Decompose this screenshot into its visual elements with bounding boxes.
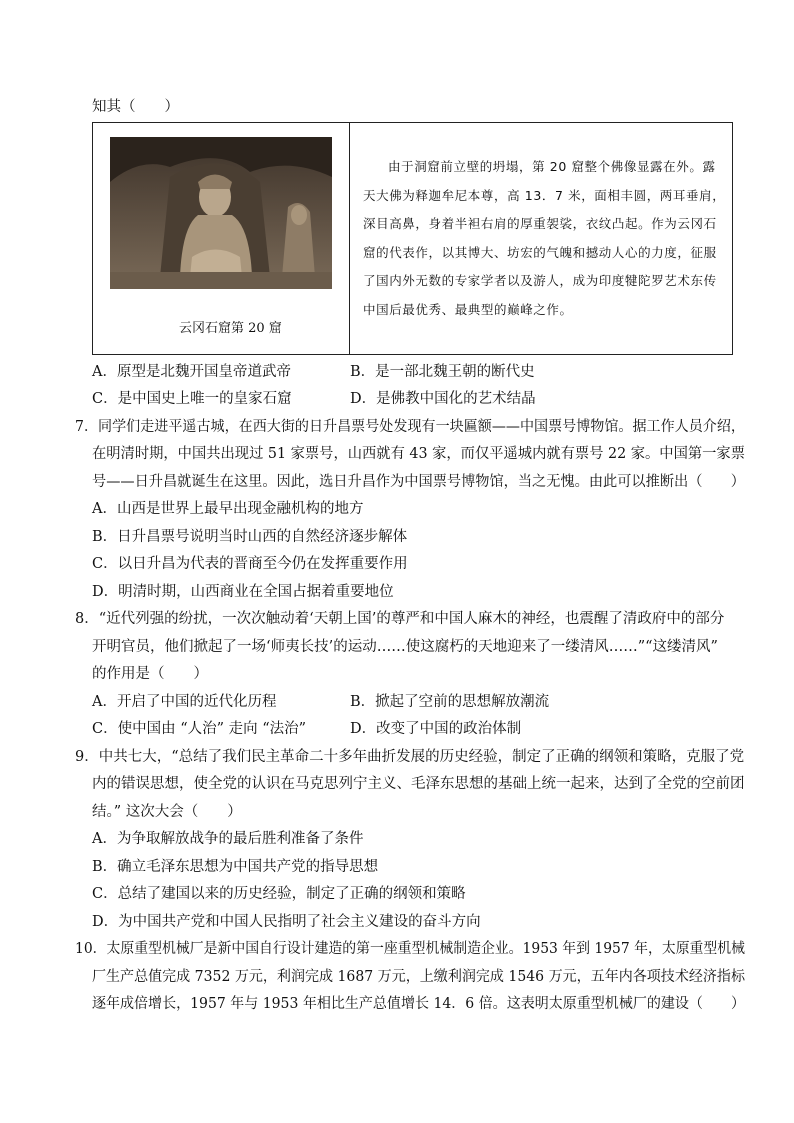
q10-stem-line-1: 10．太原重型机械厂是新中国自行设计建造的第一座重型机械制造企业。1953 年到 1957 年，太原重型机械 bbox=[75, 941, 746, 957]
q9-option-d[interactable]: D．为中国共产党和中国人民指明了社会主义建设的奋斗方向 bbox=[92, 914, 481, 930]
q8-option-c[interactable]: C．使中国由 “人治” 走向 “法治” bbox=[92, 721, 307, 737]
q9-stem-line-2: 内的错误思想，使全党的认识在马克思列宁主义、毛泽东思想的基础上统一起来，达到了全党的空前团 bbox=[92, 776, 745, 792]
table-divider bbox=[349, 123, 350, 354]
q9-option-c[interactable]: C．总结了建国以来的历史经验，制定了正确的纲领和策略 bbox=[92, 886, 466, 902]
q7-option-c[interactable]: C．以日升昌为代表的晋商至今仍在发挥重要作用 bbox=[92, 556, 408, 572]
q7-option-b[interactable]: B．日升昌票号说明当时山西的自然经济逐步解体 bbox=[92, 529, 408, 545]
image-caption: 云冈石窟第 20 窟 bbox=[179, 321, 282, 336]
grotto-description-text: 由于洞窟前立壁的坍塌，第 20 窟整个佛像显露在外。露天大佛为释迦牟尼本尊，高 13．7 米，面相丰圆，两耳垂肩，深目高鼻，身着半袒右肩的厚重袈裟，衣纹凸起。作为云冈石窟的代表作，以其博大、坊宏的气魄和撼动人心的力度，征服了国内外无数的专家学者以及游人，成为印度犍陀罗艺术东传中国后最优秀、最典型的巅峰之作。 bbox=[363, 159, 726, 317]
image-description-table bbox=[92, 122, 733, 355]
q8-option-d[interactable]: D．改变了中国的政治体制 bbox=[350, 721, 522, 737]
q9-option-a[interactable]: A．为争取解放战争的最后胜利准备了条件 bbox=[92, 831, 364, 847]
q9-stem-line-3: 结。” 这次大会（ ） bbox=[92, 804, 242, 820]
grotto-description bbox=[363, 153, 727, 324]
q8-stem-line-2: 开明官员，他们掀起了一场‘师夷长技’的运动……使这腐朽的天地迎来了一缕清风……”“这缕清风” bbox=[92, 639, 718, 655]
q6-option-b[interactable]: B．是一部北魏王朝的断代史 bbox=[350, 364, 535, 380]
q7-option-d[interactable]: D．明清时期，山西商业在全国占据着重要地位 bbox=[92, 584, 394, 600]
q9-option-b[interactable]: B．确立毛泽东思想为中国共产党的指导思想 bbox=[92, 859, 379, 875]
q10-stem-line-2: 厂生产总值完成 7352 万元，利润完成 1687 万元，上缴利润完成 1546 万元，五年内各项技术经济指标 bbox=[92, 969, 745, 985]
q10-stem-line-3: 逐年成倍增长，1957 年与 1953 年相比生产总值增长 14．6 倍。这表明太原重型机械厂的建设（ ） bbox=[92, 996, 745, 1012]
question-stem-continuation: 知其（ ） bbox=[92, 99, 179, 115]
q7-stem-line-1: 7．同学们走进平遥古城，在西大街的日升昌票号处发现有一块匾额——中国票号博物馆。据工作人员介绍， bbox=[75, 419, 746, 435]
q7-option-a[interactable]: A．山西是世界上最早出现金融机构的地方 bbox=[92, 501, 364, 517]
q7-stem-line-3: 号——日升昌就诞生在这里。因此，选日升昌作为中国票号博物馆，当之无愧。由此可以推断出（ ） bbox=[92, 474, 745, 490]
q7-stem-line-2: 在明清时期，中国共出现过 51 家票号，山西就有 43 家，而仅平遥城内就有票号 22 家。中国第一家票 bbox=[92, 446, 746, 462]
q9-stem-line-1: 9．中共七大，“总结了我们民主革命二十多年曲折发展的历史经验，制定了正确的纲领和策略，克服了党 bbox=[75, 749, 745, 765]
q8-stem-line-3: 的作用是（ ） bbox=[92, 666, 208, 682]
q8-option-a[interactable]: A．开启了中国的近代化历程 bbox=[92, 694, 277, 710]
buddha-statue-image bbox=[110, 137, 332, 289]
q8-option-b[interactable]: B．掀起了空前的思想解放潮流 bbox=[350, 694, 550, 710]
q6-option-a[interactable]: A．原型是北魏开国皇帝道武帝 bbox=[92, 364, 291, 380]
q8-stem-line-1: 8．“近代列强的纷扰，一次次触动着‘天朝上国’的尊严和中国人麻木的神经，也震醒了清政府中的部分 bbox=[75, 611, 725, 627]
yungang-grotto-20-photo bbox=[110, 137, 332, 289]
q6-option-d[interactable]: D．是佛教中国化的艺术结晶 bbox=[350, 391, 536, 407]
q6-option-c[interactable]: C．是中国史上唯一的皇家石窟 bbox=[92, 391, 292, 407]
